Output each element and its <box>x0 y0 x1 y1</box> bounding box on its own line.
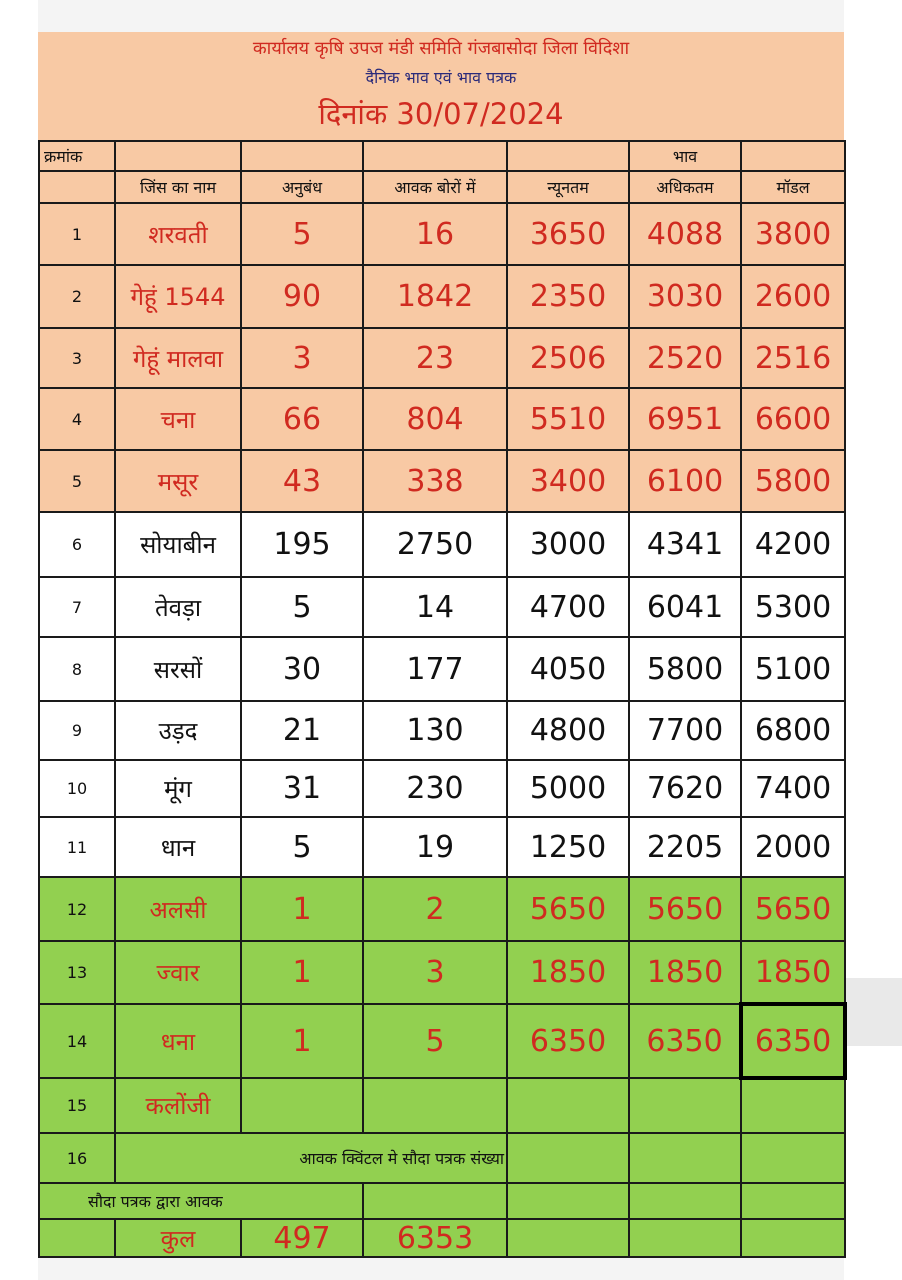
serial-cell: 15 <box>39 1078 115 1133</box>
max-price-cell: 1850 <box>629 941 741 1004</box>
table-row <box>39 1078 845 1133</box>
table-row <box>39 817 845 877</box>
contract-cell <box>241 1078 363 1133</box>
commodity-name-cell: सरसों <box>115 637 241 701</box>
col-price-group-header: भाव <box>629 141 741 171</box>
table-row <box>39 877 845 941</box>
serial-cell: 6 <box>39 512 115 577</box>
table-row <box>39 1004 845 1078</box>
table-row <box>39 760 845 817</box>
min-price-cell <box>507 1078 629 1133</box>
right-margin <box>844 0 902 1280</box>
serial-cell: 3 <box>39 328 115 388</box>
max-price-cell: 4088 <box>629 203 741 265</box>
table-row <box>39 577 845 637</box>
arrival-cell: 3 <box>363 941 507 1004</box>
arrival-cell: 23 <box>363 328 507 388</box>
modal-price-cell: 6350 <box>741 1004 845 1078</box>
contract-cell: 1 <box>241 941 363 1004</box>
arrival-cell: 19 <box>363 817 507 877</box>
arrival-cell: 5 <box>363 1004 507 1078</box>
commodity-name-cell: मसूर <box>115 450 241 512</box>
office-title: कार्यालय कृषि उपज मंडी समिति गंजबासोदा जिला विदिशा <box>252 38 630 59</box>
contract-cell: 1 <box>241 877 363 941</box>
commodity-name-cell: सोयाबीन <box>115 512 241 577</box>
commodity-name-cell: धना <box>115 1004 241 1078</box>
sheet-subtitle: दैनिक भाव एवं भाव पत्रक <box>365 68 517 87</box>
header-blank <box>39 171 115 203</box>
min-price-cell: 5650 <box>507 877 629 941</box>
right-margin-gap <box>844 978 902 1046</box>
arrival-cell: 177 <box>363 637 507 701</box>
total-contract: 497 <box>241 1219 363 1257</box>
arrival-cell: 230 <box>363 760 507 817</box>
contract-cell: 195 <box>241 512 363 577</box>
total-label: कुल <box>115 1219 241 1257</box>
contract-cell: 5 <box>241 817 363 877</box>
table-row <box>39 203 845 265</box>
total-arrival: 6353 <box>363 1219 507 1257</box>
min-price-cell: 3400 <box>507 450 629 512</box>
min-price-cell: 3000 <box>507 512 629 577</box>
min-price-cell: 4800 <box>507 701 629 760</box>
blank-cell <box>629 1219 741 1257</box>
commodity-name-cell: गेहूं 1544 <box>115 265 241 328</box>
arrival-cell <box>363 1078 507 1133</box>
table-row <box>39 701 845 760</box>
col-min-header: न्यूनतम <box>507 171 629 203</box>
modal-price-cell: 5800 <box>741 450 845 512</box>
arrival-cell: 1842 <box>363 265 507 328</box>
footer-row-16 <box>39 1133 845 1183</box>
left-margin <box>0 0 38 1280</box>
serial-cell: 9 <box>39 701 115 760</box>
arrival-cell: 2 <box>363 877 507 941</box>
modal-price-cell: 6800 <box>741 701 845 760</box>
modal-price-cell: 7400 <box>741 760 845 817</box>
blank-cell <box>507 1183 629 1219</box>
table-row <box>39 450 845 512</box>
blank-cell <box>39 1219 115 1257</box>
col-name-header: जिंस का नाम <box>115 171 241 203</box>
modal-price-cell: 3800 <box>741 203 845 265</box>
header-blank <box>241 141 363 171</box>
commodity-name-cell: उड़द <box>115 701 241 760</box>
serial-cell: 16 <box>39 1133 115 1183</box>
header-blank <box>363 141 507 171</box>
blank-cell <box>741 1183 845 1219</box>
contract-cell: 66 <box>241 388 363 450</box>
blank-cell <box>629 1183 741 1219</box>
serial-cell: 1 <box>39 203 115 265</box>
commodity-name-cell: कलोंजी <box>115 1078 241 1133</box>
min-price-cell: 1850 <box>507 941 629 1004</box>
table-row <box>39 328 845 388</box>
serial-cell: 13 <box>39 941 115 1004</box>
modal-price-cell: 5650 <box>741 877 845 941</box>
modal-price-cell: 4200 <box>741 512 845 577</box>
max-price-cell: 5650 <box>629 877 741 941</box>
header-blank <box>115 141 241 171</box>
max-price-cell: 3030 <box>629 265 741 328</box>
serial-cell: 4 <box>39 388 115 450</box>
blank-cell <box>741 1133 845 1183</box>
contract-cell: 30 <box>241 637 363 701</box>
modal-price-cell <box>741 1078 845 1133</box>
table-row <box>39 265 845 328</box>
modal-price-cell: 2600 <box>741 265 845 328</box>
price-table <box>38 140 847 1258</box>
contract-cell: 90 <box>241 265 363 328</box>
table-row <box>39 941 845 1004</box>
max-price-cell: 2520 <box>629 328 741 388</box>
max-price-cell: 5800 <box>629 637 741 701</box>
col-modal-header: मॉडल <box>741 171 845 203</box>
serial-cell: 14 <box>39 1004 115 1078</box>
table-row <box>39 388 845 450</box>
commodity-name-cell: शरवती <box>115 203 241 265</box>
max-price-cell <box>629 1078 741 1133</box>
max-price-cell: 2205 <box>629 817 741 877</box>
blank-cell <box>363 1183 507 1219</box>
price-sheet <box>38 32 844 1256</box>
contract-cell: 21 <box>241 701 363 760</box>
max-price-cell: 6951 <box>629 388 741 450</box>
table-row <box>39 512 845 577</box>
min-price-cell: 1250 <box>507 817 629 877</box>
max-price-cell: 4341 <box>629 512 741 577</box>
arrival-cell: 16 <box>363 203 507 265</box>
commodity-name-cell: अलसी <box>115 877 241 941</box>
max-price-cell: 7700 <box>629 701 741 760</box>
blank-cell <box>507 1133 629 1183</box>
header-row-1 <box>39 141 845 171</box>
min-price-cell: 2506 <box>507 328 629 388</box>
serial-cell: 8 <box>39 637 115 701</box>
serial-cell: 10 <box>39 760 115 817</box>
header-row-2 <box>39 171 845 203</box>
arrival-cell: 2750 <box>363 512 507 577</box>
serial-cell: 11 <box>39 817 115 877</box>
serial-cell: 7 <box>39 577 115 637</box>
max-price-cell: 6350 <box>629 1004 741 1078</box>
max-price-cell: 6041 <box>629 577 741 637</box>
header-blank <box>741 141 845 171</box>
arrival-cell: 804 <box>363 388 507 450</box>
contract-cell: 5 <box>241 203 363 265</box>
arrival-cell: 14 <box>363 577 507 637</box>
sheet-header <box>38 32 844 140</box>
commodity-name-cell: चना <box>115 388 241 450</box>
min-price-cell: 2350 <box>507 265 629 328</box>
blank-cell <box>741 1219 845 1257</box>
sheet-date: दिनांक 30/07/2024 <box>318 97 564 131</box>
min-price-cell: 3650 <box>507 203 629 265</box>
min-price-cell: 5000 <box>507 760 629 817</box>
min-price-cell: 5510 <box>507 388 629 450</box>
min-price-cell: 6350 <box>507 1004 629 1078</box>
serial-cell: 12 <box>39 877 115 941</box>
modal-price-cell: 2516 <box>741 328 845 388</box>
modal-price-cell: 2000 <box>741 817 845 877</box>
contract-cell: 5 <box>241 577 363 637</box>
blank-cell <box>629 1133 741 1183</box>
modal-price-cell: 5300 <box>741 577 845 637</box>
col-contract-header: अनुबंध <box>241 171 363 203</box>
commodity-name-cell: तेवड़ा <box>115 577 241 637</box>
contract-cell: 31 <box>241 760 363 817</box>
commodity-name-cell: गेहूं मालवा <box>115 328 241 388</box>
min-price-cell: 4700 <box>507 577 629 637</box>
arrival-cell: 338 <box>363 450 507 512</box>
modal-price-cell: 5100 <box>741 637 845 701</box>
min-price-cell: 4050 <box>507 637 629 701</box>
contract-cell: 3 <box>241 328 363 388</box>
deal-arrival-label: सौदा पत्रक द्वारा आवक <box>39 1183 363 1219</box>
table-row <box>39 637 845 701</box>
commodity-name-cell: मूंग <box>115 760 241 817</box>
col-max-header: अधिकतम <box>629 171 741 203</box>
commodity-name-cell: ज्वार <box>115 941 241 1004</box>
serial-cell: 5 <box>39 450 115 512</box>
deal-arrival-row <box>39 1183 845 1219</box>
total-row <box>39 1219 845 1257</box>
header-blank <box>507 141 629 171</box>
contract-cell: 43 <box>241 450 363 512</box>
modal-price-cell: 1850 <box>741 941 845 1004</box>
max-price-cell: 6100 <box>629 450 741 512</box>
serial-cell: 2 <box>39 265 115 328</box>
blank-cell <box>507 1219 629 1257</box>
commodity-name-cell: धान <box>115 817 241 877</box>
col-serial-header: क्रमांक <box>39 141 115 171</box>
modal-price-cell: 6600 <box>741 388 845 450</box>
col-arrival-header: आवक बोरों में <box>363 171 507 203</box>
contract-cell: 1 <box>241 1004 363 1078</box>
max-price-cell: 7620 <box>629 760 741 817</box>
arrival-cell: 130 <box>363 701 507 760</box>
arrival-deal-count-label: आवक क्विंटल मे सौदा पत्रक संख्या <box>115 1133 507 1183</box>
